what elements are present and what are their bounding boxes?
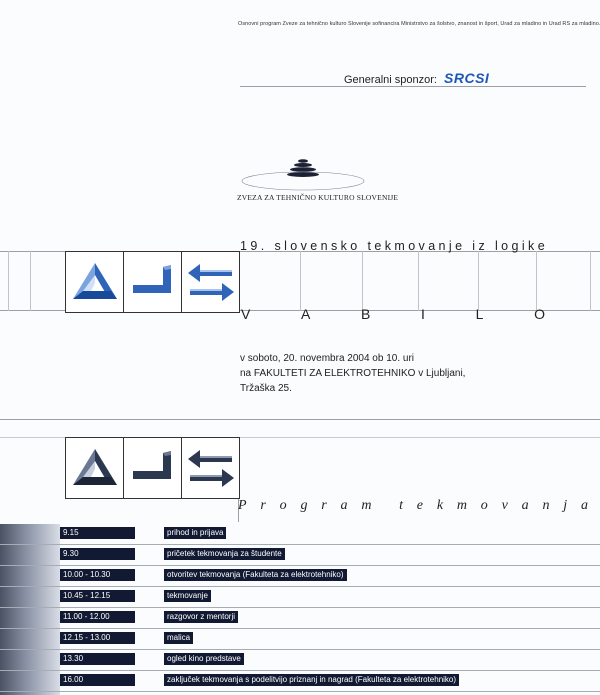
- invitation-letter: A: [301, 306, 311, 322]
- schedule-time: 16.00: [60, 674, 135, 686]
- program-title-letter: n: [542, 498, 550, 513]
- schedule-table: [0, 524, 600, 695]
- program-title-letter: a: [340, 498, 348, 513]
- invitation-letter: B: [361, 306, 371, 322]
- corner-bracket-icon: [129, 261, 177, 303]
- impossible-triangle-icon: [71, 261, 119, 303]
- schedule-activity: ogled kino predstave: [164, 653, 244, 665]
- row-divider: [0, 691, 600, 692]
- sponsor-row: [344, 70, 489, 86]
- event-title: 19. slovensko tekmovanje iz logike: [240, 239, 549, 253]
- logo-cell: [182, 438, 239, 498]
- logo-blue: [65, 251, 240, 313]
- program-title-letter: a: [580, 498, 588, 513]
- schedule-time: 9.30: [60, 548, 135, 560]
- invitation-line: v soboto, 20. novembra 2004 ob 10. uri: [240, 353, 415, 364]
- schedule-time: 13.30: [60, 653, 135, 665]
- program-title-letter: P: [238, 498, 247, 513]
- invitation-line: na FAKULTETI ZA ELEKTROTEHNIKO v Ljubljani,: [240, 368, 466, 379]
- program-title-letter: r: [321, 498, 327, 513]
- logo-dark: [65, 437, 240, 499]
- corner-bracket-icon: [129, 447, 177, 489]
- grid-line: [536, 251, 537, 311]
- organization-name: ZVEZA ZA TEHNIČNO KULTURO SLOVENIJE: [237, 193, 399, 202]
- grid-line: [8, 251, 9, 311]
- schedule-activity: pričetek tekmovanja za študente: [164, 548, 285, 560]
- schedule-row: [0, 566, 600, 587]
- funding-note: Osnovni program Zveze za tehnično kulturo Slovenije sofinancira Ministrstvo za šolstvo, znanost in šport, Urad za mladino in Urad RS za mladino.: [238, 21, 600, 27]
- schedule-time: 9.15: [60, 527, 135, 539]
- invitation-letter: V: [241, 306, 251, 322]
- grid-line: [300, 251, 301, 311]
- program-title-letter: v: [501, 498, 508, 513]
- schedule-activity: malica: [164, 632, 193, 644]
- schedule-activity: prihod in prijava: [164, 527, 226, 539]
- schedule-time: 12.15 - 13.00: [60, 632, 135, 644]
- schedule-activity: zaključek tekmovanja s podelitvijo priznanj in nagrad (Fakulteta za elektrotehniko): [164, 674, 459, 686]
- program-title-letter: m: [456, 498, 467, 513]
- invitation-letter: L: [475, 306, 484, 322]
- grid-line: [590, 251, 591, 311]
- divider: [0, 419, 600, 420]
- program-title-letter: r: [260, 498, 266, 513]
- schedule-row: [0, 671, 600, 692]
- schedule-row: [0, 650, 600, 671]
- grid-line: [362, 251, 363, 311]
- program-title-letter: o: [279, 498, 287, 513]
- logo-cell: [66, 252, 124, 312]
- schedule-row: [0, 629, 600, 650]
- sponsor-divider: [240, 86, 586, 87]
- program-title-letter: a: [521, 498, 529, 513]
- grid-line: [30, 251, 31, 311]
- invitation-heading: [241, 306, 545, 322]
- program-title-letter: j: [563, 498, 568, 513]
- logo-cell: [124, 252, 182, 312]
- emblem-orbit-icon: [240, 170, 366, 192]
- program-title-letter: m: [361, 498, 372, 513]
- double-arrows-icon: [186, 447, 236, 489]
- schedule-time: 10.00 - 10.30: [60, 569, 135, 581]
- program-title-letter: e: [416, 498, 424, 513]
- sponsor-label: Generalni sponzor:: [344, 74, 437, 86]
- logo-cell: [66, 438, 124, 498]
- grid-line: [478, 251, 479, 311]
- invitation-letter: O: [534, 306, 545, 322]
- schedule-time: 10.45 - 12.15: [60, 590, 135, 602]
- logo-cell: [124, 438, 182, 498]
- sponsor-logo: SRCSI: [444, 70, 490, 86]
- program-title-letter: t: [399, 498, 403, 513]
- schedule-activity: otvoritev tekmovanja (Fakulteta za elektrotehniko): [164, 569, 347, 581]
- program-title-letter: g: [300, 498, 308, 513]
- schedule-activity: tekmovanje: [164, 590, 211, 602]
- schedule-row: [0, 545, 600, 566]
- invitation-line: Tržaška 25.: [240, 383, 292, 394]
- grid-line: [418, 251, 419, 311]
- program-title-letter: k: [436, 498, 444, 513]
- schedule-time: 11.00 - 12.00: [60, 611, 135, 623]
- schedule-row: [0, 524, 600, 545]
- double-arrows-icon: [186, 261, 236, 303]
- program-title-letter: o: [480, 498, 488, 513]
- logo-cell: [182, 252, 239, 312]
- schedule-activity: razgovor z mentorji: [164, 611, 238, 623]
- schedule-row: [0, 608, 600, 629]
- impossible-triangle-icon: [71, 447, 119, 489]
- schedule-row: [0, 587, 600, 608]
- program-title: [238, 498, 588, 514]
- invitation-letter: I: [421, 306, 425, 322]
